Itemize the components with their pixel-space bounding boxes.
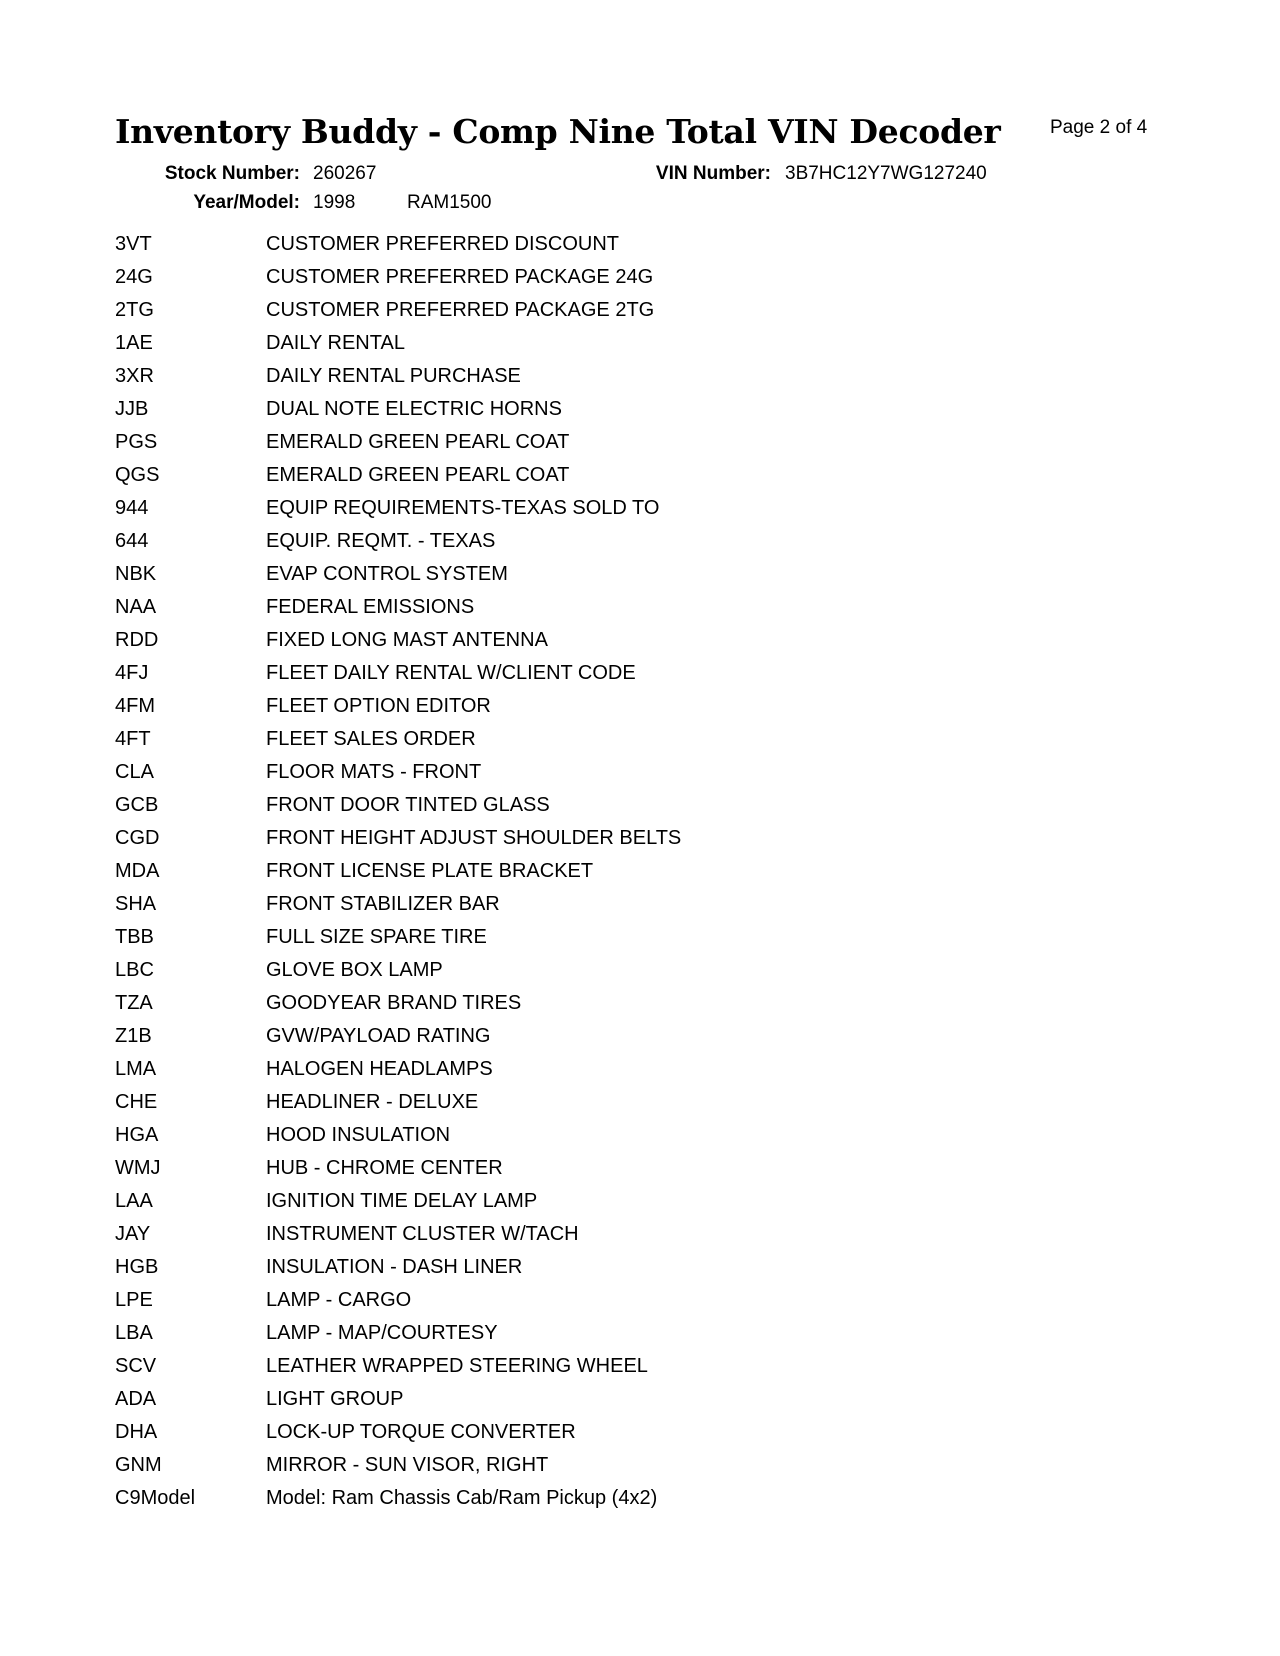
option-code: 1AE xyxy=(115,332,153,354)
option-code: HGA xyxy=(115,1124,159,1146)
option-row xyxy=(115,723,1015,756)
option-row xyxy=(115,492,1015,525)
option-row xyxy=(115,1185,1015,1218)
option-description: LIGHT GROUP xyxy=(266,1388,404,1410)
option-description: HEADLINER - DELUXE xyxy=(266,1091,479,1113)
option-description: LOCK-UP TORQUE CONVERTER xyxy=(266,1421,576,1443)
option-code: JAY xyxy=(115,1223,151,1245)
option-description: LAMP - CARGO xyxy=(266,1289,412,1311)
option-code: HGB xyxy=(115,1256,159,1278)
option-row xyxy=(115,1152,1015,1185)
option-row xyxy=(115,888,1015,921)
option-row xyxy=(115,1119,1015,1152)
option-code: 3XR xyxy=(115,365,154,387)
option-description: GVW/PAYLOAD RATING xyxy=(266,1025,491,1047)
option-code: GCB xyxy=(115,794,159,816)
option-row xyxy=(115,525,1015,558)
option-description: INSTRUMENT CLUSTER W/TACH xyxy=(266,1223,579,1245)
option-row xyxy=(115,228,1015,261)
option-code: CLA xyxy=(115,761,154,783)
vin-number-label: VIN Number: xyxy=(655,163,771,184)
option-code: PGS xyxy=(115,431,158,453)
option-row xyxy=(115,690,1015,723)
option-row xyxy=(115,1317,1015,1350)
option-row xyxy=(115,393,1015,426)
option-description: FRONT HEIGHT ADJUST SHOULDER BELTS xyxy=(266,827,682,849)
option-row xyxy=(115,327,1015,360)
option-description: MIRROR - SUN VISOR, RIGHT xyxy=(266,1454,549,1476)
option-description: DAILY RENTAL xyxy=(266,332,405,354)
option-code: CHE xyxy=(115,1091,158,1113)
option-row xyxy=(115,1449,1015,1482)
option-code: 2TG xyxy=(115,299,154,321)
option-code: 944 xyxy=(115,497,149,519)
option-row xyxy=(115,261,1015,294)
option-code: LMA xyxy=(115,1058,157,1080)
option-row xyxy=(115,954,1015,987)
vin-number-value: 3B7HC12Y7WG127240 xyxy=(785,163,987,184)
option-description: EMERALD GREEN PEARL COAT xyxy=(266,464,570,486)
option-code: LBA xyxy=(115,1322,153,1344)
option-row xyxy=(115,657,1015,690)
option-row xyxy=(115,789,1015,822)
option-row xyxy=(115,426,1015,459)
option-description: LEATHER WRAPPED STEERING WHEEL xyxy=(266,1355,648,1377)
option-description: CUSTOMER PREFERRED PACKAGE 2TG xyxy=(266,299,655,321)
option-code: JJB xyxy=(115,398,149,420)
option-code: SHA xyxy=(115,893,157,915)
option-code: 4FM xyxy=(115,695,155,717)
option-code: NBK xyxy=(115,563,157,585)
stock-number-value: 260267 xyxy=(313,163,377,184)
option-description: LAMP - MAP/COURTESY xyxy=(266,1322,498,1344)
option-code: 3VT xyxy=(115,233,152,255)
option-code: LPE xyxy=(115,1289,153,1311)
option-description: DAILY RENTAL PURCHASE xyxy=(266,365,521,387)
model-value: RAM1500 xyxy=(407,192,492,213)
option-description: FLOOR MATS - FRONT xyxy=(266,761,482,783)
option-row xyxy=(115,558,1015,591)
option-code: QGS xyxy=(115,464,160,486)
page-indicator: Page 2 of 4 xyxy=(1050,117,1148,138)
option-description: FLEET OPTION EDITOR xyxy=(266,695,491,717)
option-code: DHA xyxy=(115,1421,158,1443)
option-row xyxy=(115,1482,1015,1515)
option-row xyxy=(115,855,1015,888)
option-row xyxy=(115,591,1015,624)
option-code: NAA xyxy=(115,596,157,618)
year-value: 1998 xyxy=(313,192,356,213)
option-row xyxy=(115,921,1015,954)
option-description: INSULATION - DASH LINER xyxy=(266,1256,523,1278)
option-description: FIXED LONG MAST ANTENNA xyxy=(266,629,548,651)
report-title: Inventory Buddy - Comp Nine Total VIN Decoder xyxy=(115,112,1001,151)
option-description: EQUIP. REQMT. - TEXAS xyxy=(266,530,496,552)
option-code: 24G xyxy=(115,266,153,288)
option-description: HALOGEN HEADLAMPS xyxy=(266,1058,493,1080)
option-code: C9Model xyxy=(115,1487,196,1509)
option-code: SCV xyxy=(115,1355,157,1377)
option-description: CUSTOMER PREFERRED PACKAGE 24G xyxy=(266,266,654,288)
year-model-label: Year/Model: xyxy=(193,192,300,213)
option-code: 4FT xyxy=(115,728,151,750)
option-description: IGNITION TIME DELAY LAMP xyxy=(266,1190,538,1212)
option-row xyxy=(115,1383,1015,1416)
option-code: ADA xyxy=(115,1388,157,1410)
option-code: LBC xyxy=(115,959,154,981)
option-description: FRONT DOOR TINTED GLASS xyxy=(266,794,550,816)
option-row xyxy=(115,1218,1015,1251)
option-description: FLEET DAILY RENTAL W/CLIENT CODE xyxy=(266,662,636,684)
option-row xyxy=(115,1416,1015,1449)
option-description: DUAL NOTE ELECTRIC HORNS xyxy=(266,398,562,420)
option-description: FULL SIZE SPARE TIRE xyxy=(266,926,487,948)
option-code: Z1B xyxy=(115,1025,152,1047)
option-row xyxy=(115,1086,1015,1119)
option-code: MDA xyxy=(115,860,160,882)
option-code: GNM xyxy=(115,1454,162,1476)
option-code: CGD xyxy=(115,827,160,849)
option-description: GOODYEAR BRAND TIRES xyxy=(266,992,522,1014)
option-description: EMERALD GREEN PEARL COAT xyxy=(266,431,570,453)
option-row xyxy=(115,1350,1015,1383)
option-description: HUB - CHROME CENTER xyxy=(266,1157,503,1179)
option-description: CUSTOMER PREFERRED DISCOUNT xyxy=(266,233,619,255)
option-code: 644 xyxy=(115,530,149,552)
option-row xyxy=(115,459,1015,492)
option-code: LAA xyxy=(115,1190,153,1212)
option-code: WMJ xyxy=(115,1157,161,1179)
option-code: TZA xyxy=(115,992,153,1014)
option-row xyxy=(115,756,1015,789)
option-row xyxy=(115,1053,1015,1086)
option-code: 4FJ xyxy=(115,662,149,684)
option-description: GLOVE BOX LAMP xyxy=(266,959,443,981)
option-code: RDD xyxy=(115,629,159,651)
option-row xyxy=(115,1020,1015,1053)
option-description: FRONT LICENSE PLATE BRACKET xyxy=(266,860,594,882)
option-description: Model: Ram Chassis Cab/Ram Pickup (4x2) xyxy=(266,1487,658,1509)
option-code: TBB xyxy=(115,926,154,948)
option-row xyxy=(115,1284,1015,1317)
option-row xyxy=(115,822,1015,855)
option-row xyxy=(115,987,1015,1020)
option-row xyxy=(115,624,1015,657)
option-row xyxy=(115,360,1015,393)
option-description: HOOD INSULATION xyxy=(266,1124,451,1146)
option-description: EQUIP REQUIREMENTS-TEXAS SOLD TO xyxy=(266,497,660,519)
option-description: EVAP CONTROL SYSTEM xyxy=(266,563,508,585)
option-description: FEDERAL EMISSIONS xyxy=(266,596,475,618)
option-codes-list xyxy=(115,228,1015,1515)
option-row xyxy=(115,1251,1015,1284)
option-row xyxy=(115,294,1015,327)
option-description: FLEET SALES ORDER xyxy=(266,728,476,750)
option-description: FRONT STABILIZER BAR xyxy=(266,893,500,915)
stock-number-label: Stock Number: xyxy=(164,163,300,184)
